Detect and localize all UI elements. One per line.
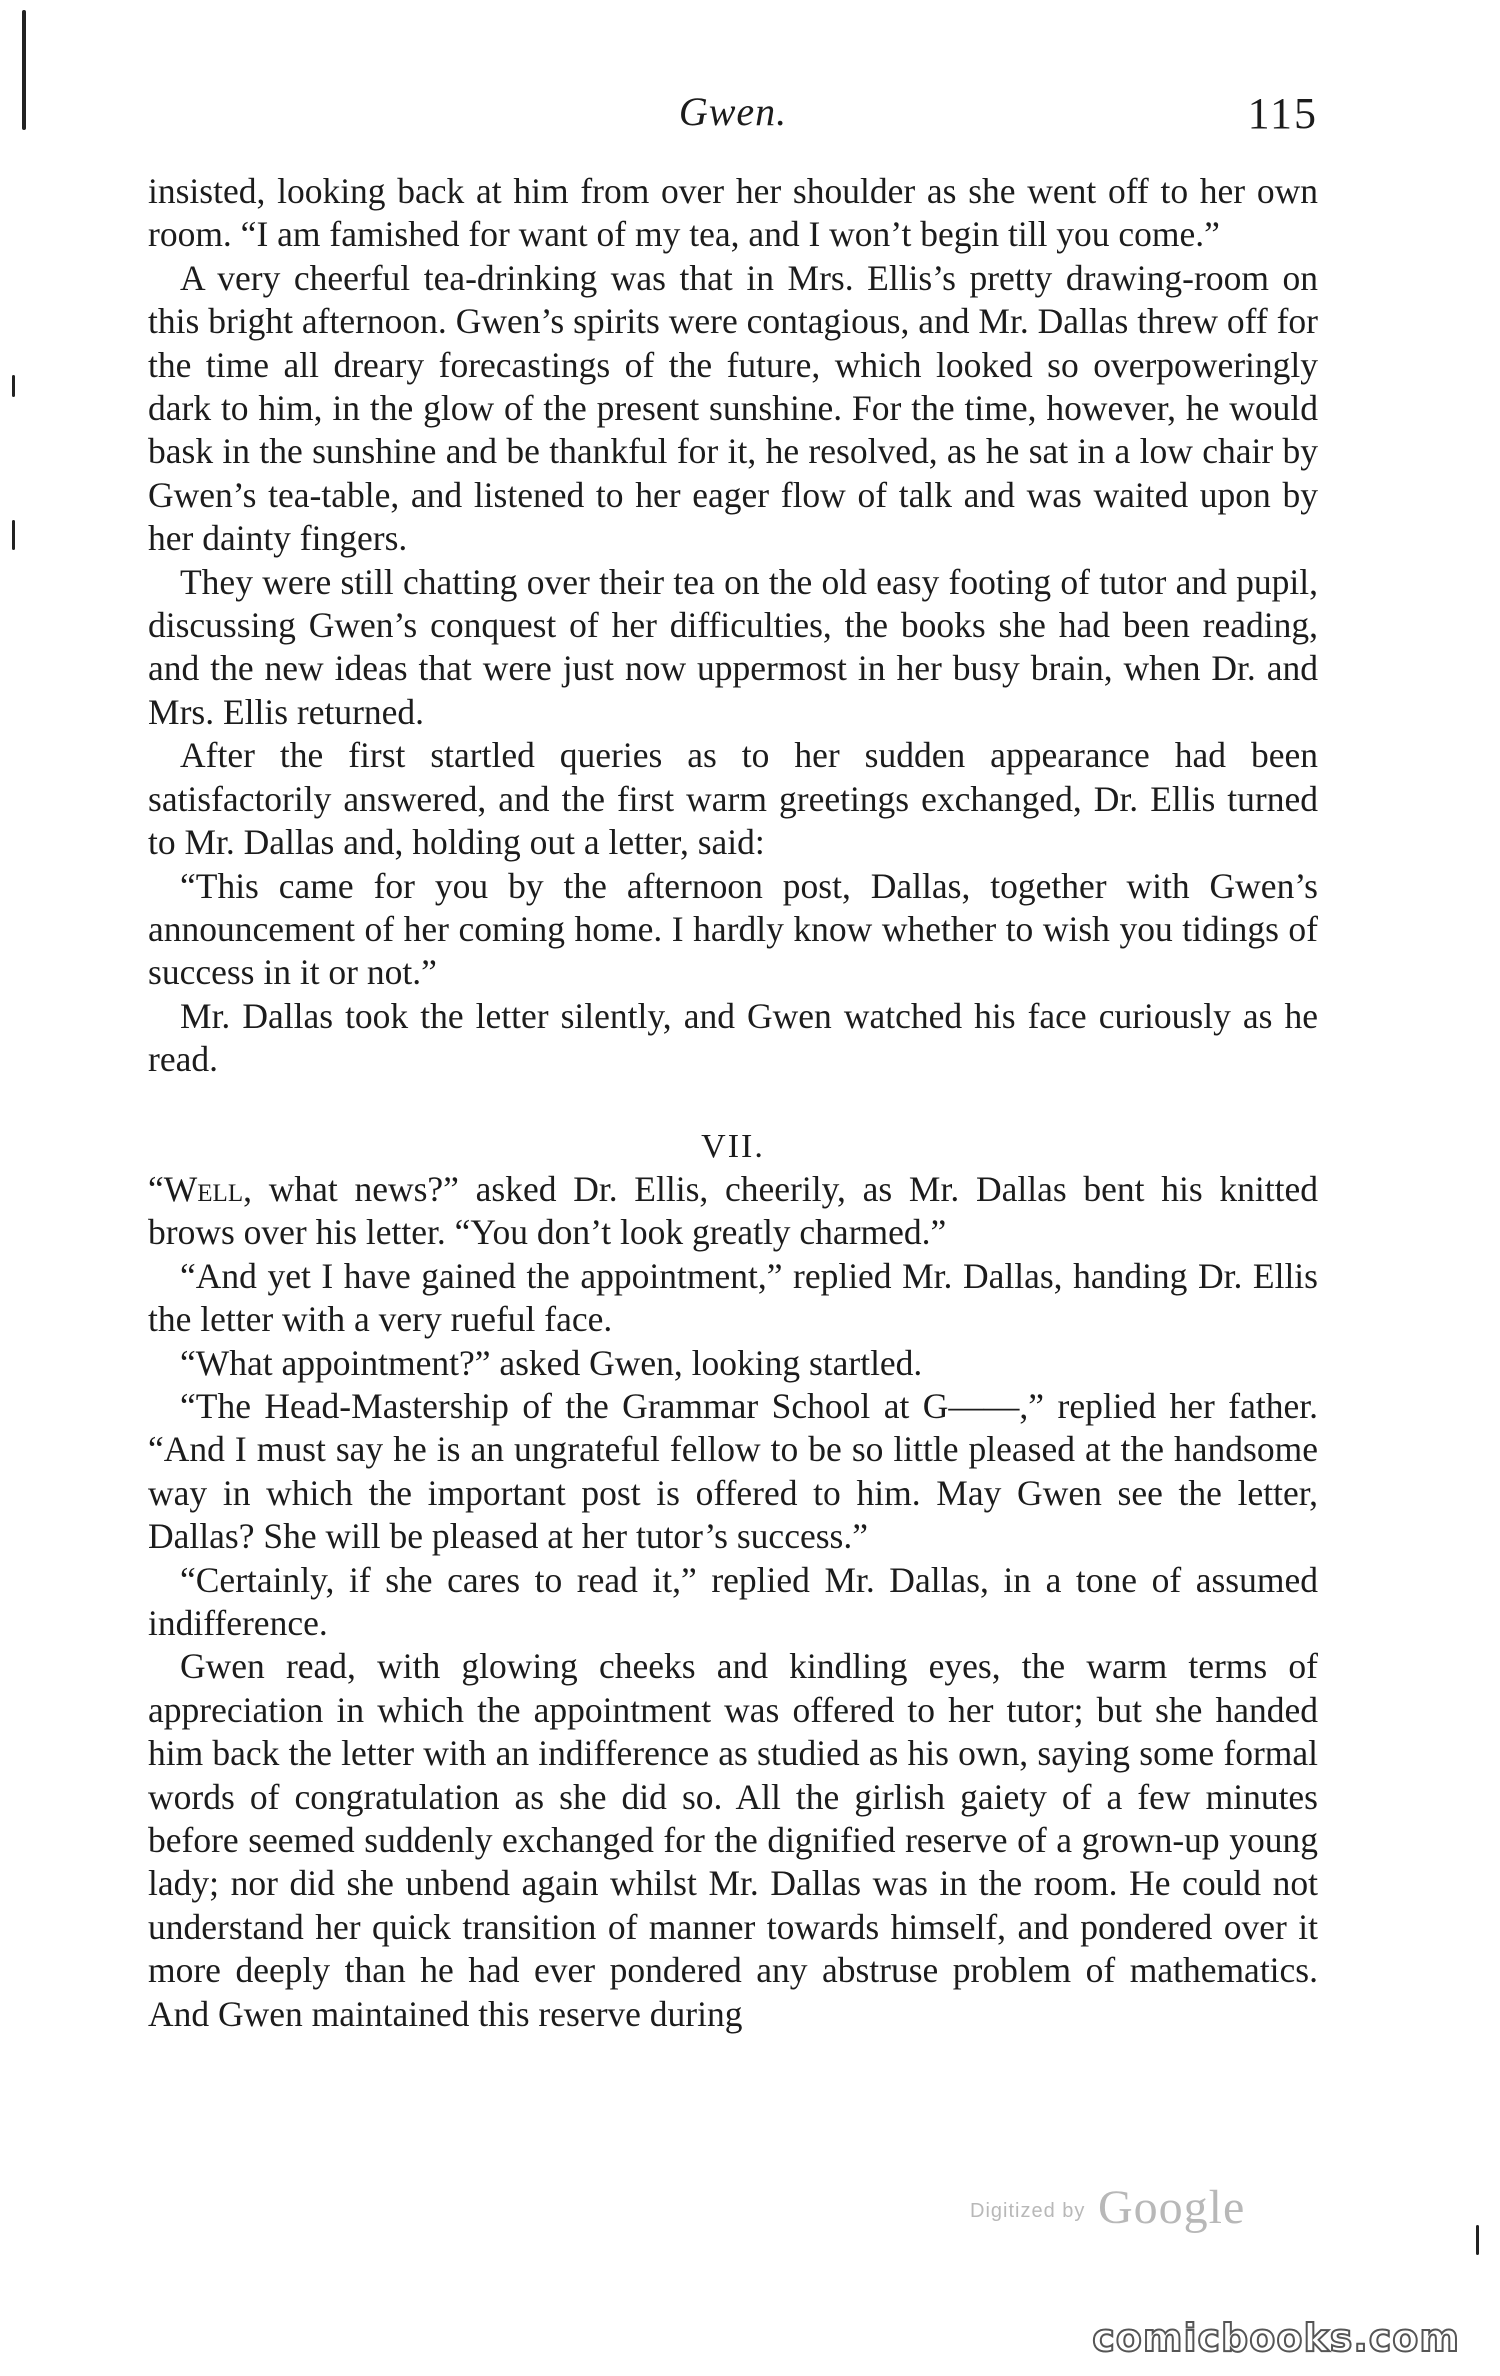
paragraph: A very cheerful tea-drinking was that in Mrs. Ellis’s pretty drawing-room on this bright afternoon. Gwen’s spirits were contagious, and Mr. Dallas threw off for the time all dreary forecastings of the future, which looked so overpoweringly dark to him, in the glow of the present sunshine. For the time, however, he would bask in the sunshine and be thankful for it, he resolved, as he sat in a low chair by Gwen’s tea-table, and listened to her eager flow of talk and was waited upon by her dainty fingers. [148,257,1318,559]
body-text [148,170,1318,2036]
page-number: 115 [1247,89,1318,138]
smallcaps-opening-word: Well [163,1168,244,1209]
running-title: Gwen. [678,89,788,134]
page-header [148,88,1318,148]
digitized-brand: Google [1098,2181,1246,2234]
paragraph: Mr. Dallas took the letter silently, and Gwen watched his face curiously as he read. [148,995,1318,1080]
paragraph: After the first startled queries as to her sudden appearance had been satisfactorily answered, and the first warm greetings exchanged, Dr. Ellis turned to Mr. Dallas and, holding out a letter, said: [148,735,1318,863]
paragraph: “This came for you by the afternoon post, Dallas, together with Gwen’s announcement of her coming home. I hardly know whether to wish you tidings of success in it or not.” [148,865,1318,993]
paragraph: “The Head-Mastership of the Grammar School at G——,” replied her father. “And I must say he is an ungrateful fellow to be so little pleased at the handsome way in which the important post is offered to him. May Gwen see the letter, Dallas? She will be pleased at her tutor’s success.” [148,1385,1318,1557]
paragraph-rest: , what news?” asked Dr. Ellis, cheerily, as Mr. Dallas bent his knitted brows over his letter. “You don’t look greatly charmed.” [148,1168,1318,1253]
section-heading: VII. [701,1127,765,1165]
scan-edge-mark [12,520,15,550]
digitized-by-watermark [970,2180,1310,2234]
paragraph: “And yet I have gained the appointment,” replied Mr. Dallas, handing Dr. Ellis the letter with a very rueful face. [148,1255,1318,1340]
site-watermark: comicbooks.com [1092,2316,1460,2360]
scan-edge-mark [22,10,26,130]
paragraph: “Certainly, if she cares to read it,” replied Mr. Dallas, in a tone of assumed indifference. [148,1559,1318,1643]
paragraph: insisted, looking back at him from over her shoulder as she went off to her own room. “I am famished for want of my tea, and I won’t begin till you come.” [148,171,1318,255]
digitized-prefix: Digitized by [970,2200,1086,2222]
paragraph [148,1168,1318,1255]
scan-edge-mark [12,375,15,397]
scan-edge-mark [1476,2225,1479,2255]
paragraph: They were still chatting over their tea on the old easy footing of tutor and pupil, discussing Gwen’s conquest of her difficulties, the books she had been reading, and the new ideas that were just now uppermost in her busy brain, when Dr. and Mrs. Ellis returned. [148,561,1318,732]
paragraph: Gwen read, with glowing cheeks and kindling eyes, the warm terms of appreciation in which the appointment was offered to her tutor; but she handed him back the letter with an indifference as studied as his own, saying some formal words of congratulation as she did so. All the girlish gaiety of a few minutes before seemed suddenly exchanged for the dignified reserve of a grown-up young lady; nor did she unbend again whilst Mr. Dallas was in the room. He could not understand her quick transition of manner towards himself, and pondered over it more deeply than he had ever pondered any abstruse problem of mathematics. And Gwen maintained this reserve during [148,1646,1318,2034]
section-spacer [148,1082,1318,1125]
open-quote: “ [148,1168,164,1209]
paragraph: “What appointment?” asked Gwen, looking startled. [180,1342,923,1383]
